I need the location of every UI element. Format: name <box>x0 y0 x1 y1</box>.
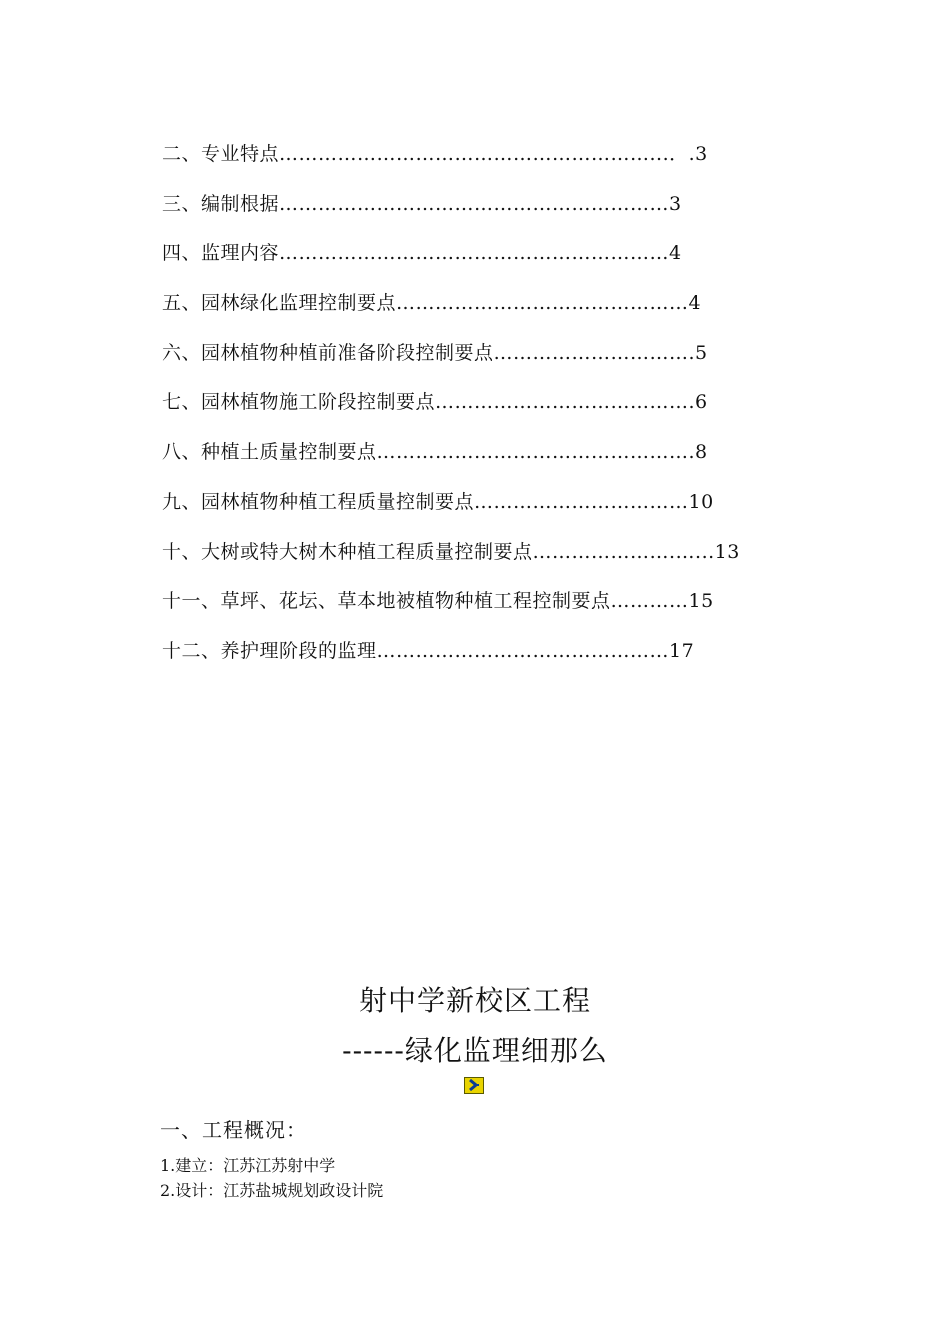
toc-entry-7[interactable]: 七、园林植物施工阶段控制要点………………………………….6 <box>162 391 708 414</box>
toc-entry-2[interactable]: 二、专业特点…………………………………………………...．.3 <box>162 143 708 165</box>
info-item: 2.设计：江苏盐城规划政设计院 <box>160 1181 384 1200</box>
toc-entry-12[interactable]: 十二、养护理阶段的监理………………………………………17 <box>162 639 695 662</box>
toc-entry-3[interactable]: 三、编制根据……………………………………………………3 <box>162 192 682 215</box>
document-link-icon[interactable] <box>464 1077 484 1094</box>
table-of-contents <box>162 142 802 689</box>
info-item: 1.建立：江苏江苏射中学 <box>160 1156 336 1175</box>
toc-entry-6[interactable]: 六、园林植物种植前准备阶段控制要点………………………….5 <box>162 341 708 364</box>
document-title: 射中学新校区工程 <box>358 984 591 1017</box>
document-subtitle: ------绿化监理细那么 <box>342 1034 608 1067</box>
toc-entry-10[interactable]: 十、大树或特大树木种植工程质量控制要点………………….…...13 <box>162 540 740 563</box>
section-heading: 一、工程概况： <box>160 1118 307 1142</box>
toc-entry-4[interactable]: 四、监理内容……………………………………………………4 <box>162 242 682 265</box>
toc-entry-9[interactable]: 九、园林植物种植工程质量控制要点……………………………10 <box>162 490 714 513</box>
toc-entry-8[interactable]: 八、种植土质量控制要点………………………………………….8 <box>162 441 708 464</box>
toc-entry-11[interactable]: 十一、草坪、花坛、草本地被植物种植工程控制要点…………15 <box>162 590 714 613</box>
toc-entry-5[interactable]: 五、园林绿化监理控制要点………………………………………4 <box>162 292 702 315</box>
